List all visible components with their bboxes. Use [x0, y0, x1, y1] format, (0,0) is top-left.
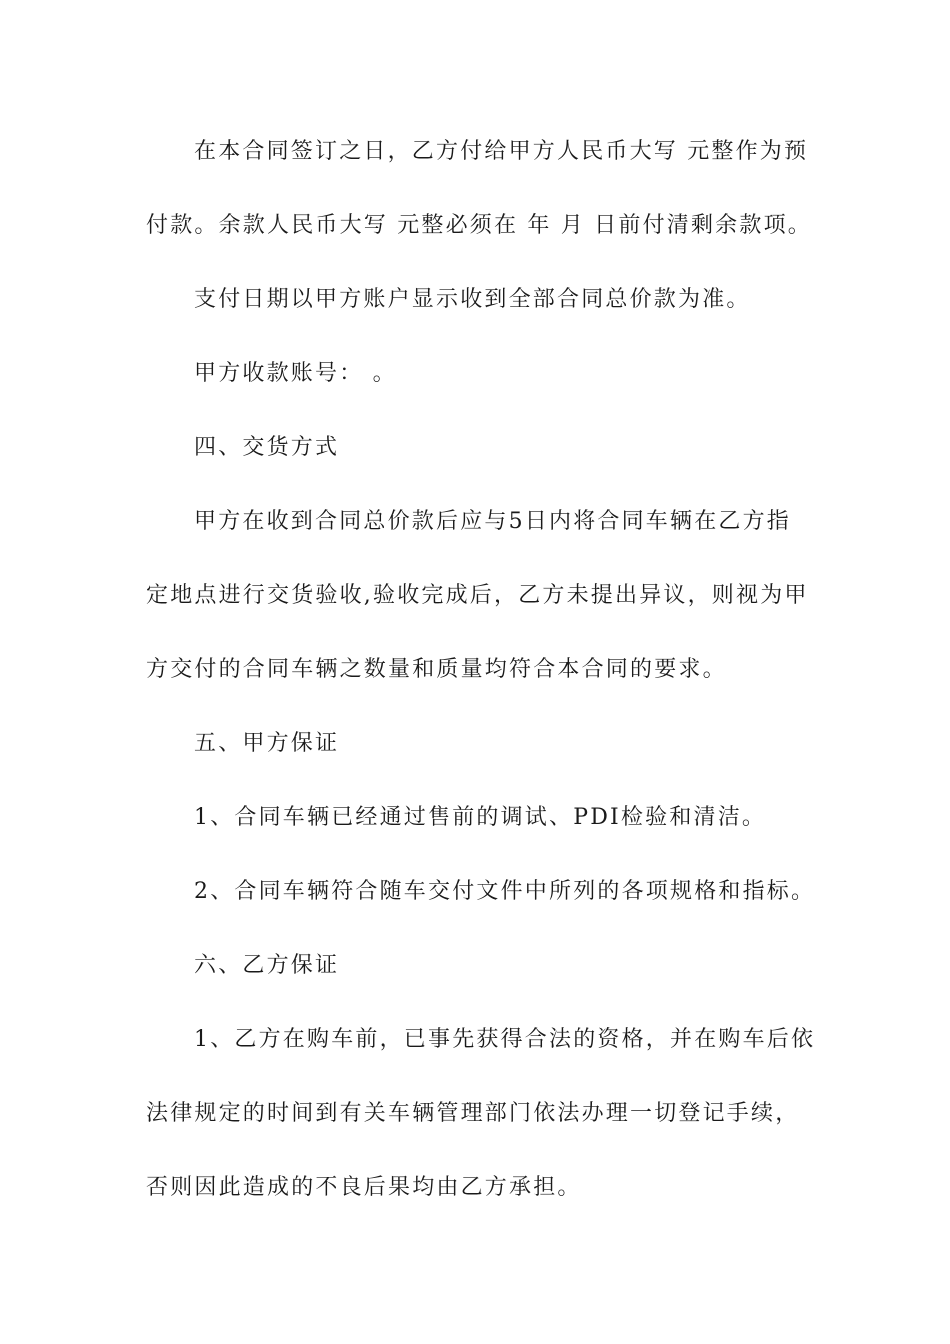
- paragraph-party-a-item-2: 2、合同车辆符合随车交付文件中所列的各项规格和指标。: [194, 879, 816, 904]
- paragraph-prepayment-line-1: 在本合同签订之日，乙方付给甲方人民币大写 元整作为预: [194, 139, 809, 164]
- paragraph-delivery-line-2: 定地点进行交货验收,验收完成后，乙方未提出异议，则视为甲: [146, 583, 809, 608]
- paragraph-account-number: 甲方收款账号： 。: [194, 361, 397, 386]
- paragraph-delivery-line-1: 甲方在收到合同总价款后应与5日内将合同车辆在乙方指: [194, 509, 791, 534]
- paragraph-delivery-line-3: 方交付的合同车辆之数量和质量均符合本合同的要求。: [146, 657, 727, 682]
- paragraph-party-b-item-1-line-1: 1、乙方在购车前，已事先获得合法的资格，并在购车后依: [194, 1027, 816, 1052]
- section-heading-party-a-guarantee: 五、甲方保证: [194, 731, 340, 756]
- paragraph-payment-date: 支付日期以甲方账户显示收到全部合同总价款为准。: [194, 287, 751, 312]
- section-heading-delivery: 四、交货方式: [194, 435, 340, 460]
- section-heading-party-b-guarantee: 六、乙方保证: [194, 953, 340, 978]
- paragraph-party-b-item-1-line-2: 法律规定的时间到有关车辆管理部门依法办理一切登记手续，: [146, 1101, 800, 1126]
- paragraph-party-a-item-1: 1、合同车辆已经通过售前的调试、PDI检验和清洁。: [194, 805, 767, 830]
- paragraph-prepayment-line-2: 付款。余款人民币大写 元整必须在 年 月 日前付清剩余款项。: [146, 213, 812, 238]
- paragraph-party-b-item-1-line-3: 否则因此造成的不良后果均由乙方承担。: [146, 1175, 582, 1200]
